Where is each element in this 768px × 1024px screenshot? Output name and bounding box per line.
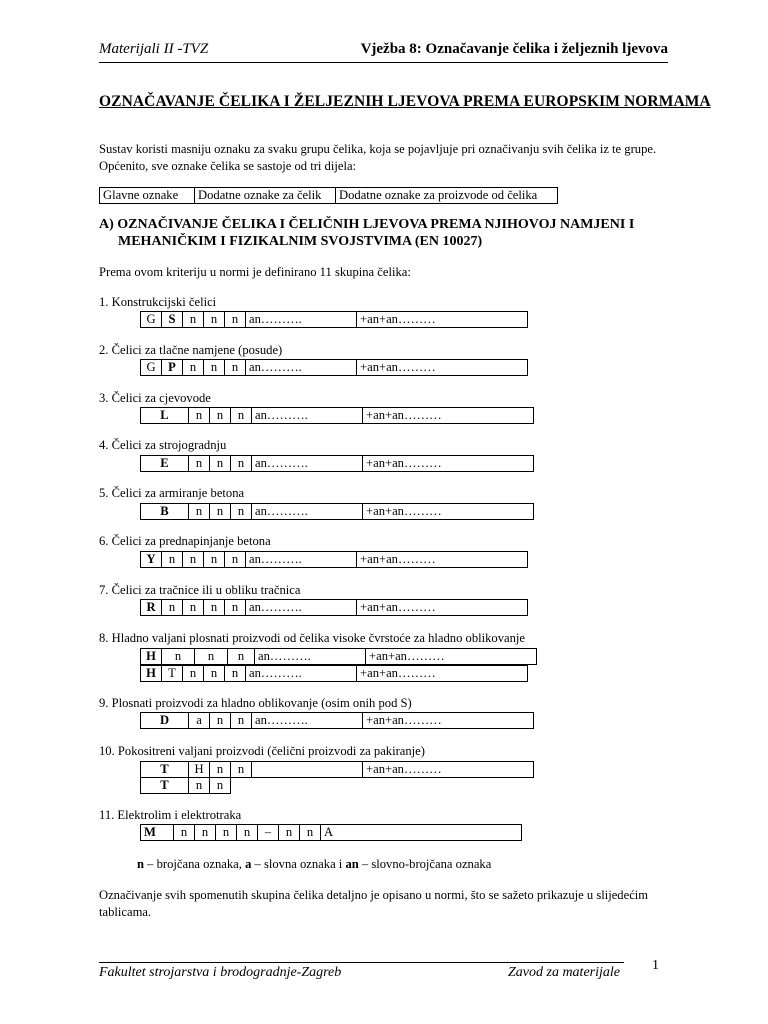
group-code-table bbox=[140, 503, 534, 520]
criterion-text: Prema ovom kriteriju u normi je definirano 11 skupina čelika: bbox=[99, 265, 411, 279]
code-cell: n bbox=[183, 666, 204, 682]
group-label: 10. Pokositreni valjani proizvodi (čelični proizvodi za pakiranje) bbox=[99, 744, 425, 758]
code-cell: – bbox=[258, 825, 279, 841]
code-cell: n bbox=[189, 456, 210, 472]
plus-an-cell: +an+an……… bbox=[366, 649, 537, 665]
group-code-table bbox=[140, 551, 528, 568]
footer-left: Fakultet strojarstva i brodogradnje-Zagreb bbox=[99, 965, 342, 980]
group-label: 6. Čelici za prednapinjanje betona bbox=[99, 534, 271, 548]
designation-parts-table bbox=[99, 187, 558, 204]
code-cell: n bbox=[210, 713, 231, 729]
group-code-table bbox=[140, 712, 534, 729]
part-products: Dodatne oznake za proizvode od čelika bbox=[336, 188, 558, 204]
group-label: 7. Čelici za tračnice ili u obliku tračnica bbox=[99, 583, 301, 597]
code-cell: n bbox=[189, 778, 210, 794]
group-code-table bbox=[140, 777, 231, 794]
code-cell: n bbox=[195, 649, 228, 665]
an-cell: an………. bbox=[255, 649, 366, 665]
an-cell: an………. bbox=[246, 360, 357, 376]
code-letter: H bbox=[141, 666, 162, 682]
code-cell: n bbox=[225, 312, 246, 328]
code-cell: G bbox=[141, 312, 162, 328]
code-letter: P bbox=[162, 360, 183, 376]
plus-an-cell: +an+an……… bbox=[363, 456, 534, 472]
group-label: 2. Čelici za tlačne namjene (posude) bbox=[99, 343, 283, 357]
code-cell: H bbox=[189, 762, 210, 778]
code-cell: A bbox=[321, 825, 522, 841]
code-cell: n bbox=[216, 825, 237, 841]
group-code-table bbox=[140, 407, 534, 424]
closing-paragraph: Označivanje svih spomenutih skupina čelika detaljno je opisano u normi, što se sažeto prikazuje u slijedećim tablicama. bbox=[99, 888, 649, 919]
an-cell: an………. bbox=[246, 552, 357, 568]
code-cell: G bbox=[141, 360, 162, 376]
plus-an-cell: +an+an……… bbox=[357, 600, 528, 616]
section-a-heading bbox=[99, 216, 634, 250]
code-cell: n bbox=[225, 600, 246, 616]
footer-right: Zavod za materijale bbox=[508, 965, 620, 980]
group-code-table bbox=[140, 599, 528, 616]
code-cell: n bbox=[279, 825, 300, 841]
code-letter: R bbox=[141, 600, 162, 616]
header-divider bbox=[99, 62, 668, 63]
code-cell: n bbox=[231, 456, 252, 472]
group-code-table bbox=[140, 455, 534, 472]
an-cell: an………. bbox=[252, 504, 363, 520]
footer-divider bbox=[99, 962, 624, 963]
code-cell: n bbox=[204, 360, 225, 376]
part-steel: Dodatne oznake za čelik bbox=[195, 188, 336, 204]
code-cell: n bbox=[204, 600, 225, 616]
code-cell: n bbox=[225, 666, 246, 682]
code-letter: M bbox=[141, 825, 174, 841]
code-letter: Y bbox=[141, 552, 162, 568]
group-label: 1. Konstrukcijski čelici bbox=[99, 295, 217, 309]
code-cell: n bbox=[210, 408, 231, 424]
code-cell: n bbox=[162, 600, 183, 616]
code-cell: n bbox=[183, 552, 204, 568]
group-label: 5. Čelici za armiranje betona bbox=[99, 486, 245, 500]
legend-n-text: – brojčana oznaka, bbox=[144, 857, 246, 871]
code-cell: n bbox=[210, 762, 231, 778]
code-letter: L bbox=[141, 408, 189, 424]
an-cell: an………. bbox=[246, 312, 357, 328]
plus-an-cell: +an+an……… bbox=[357, 312, 528, 328]
legend-n-key: n bbox=[137, 857, 145, 871]
code-cell: n bbox=[231, 504, 252, 520]
an-cell: an………. bbox=[252, 713, 363, 729]
group-label: 3. Čelici za cjevovode bbox=[99, 391, 211, 405]
legend-an-text: – slovno-brojčana oznaka bbox=[358, 857, 492, 871]
page-number: 1 bbox=[652, 958, 659, 973]
code-letter: T bbox=[141, 762, 189, 778]
code-cell: n bbox=[237, 825, 258, 841]
section-a-line2: MEHANIČKIM I FIZIKALNIM SVOJSTVIMA (EN 10027) bbox=[118, 234, 483, 249]
code-cell: T bbox=[162, 666, 183, 682]
group-code-table bbox=[140, 359, 528, 376]
section-a-line1: A) OZNAČIVANJE ČELIKA I ČELIČNIH LJEVOVA PREMA NJIHOVOJ NAMJENI I bbox=[99, 217, 635, 232]
header-left: Materijali II -TVZ bbox=[99, 41, 209, 57]
group-label: 4. Čelici za strojogradnju bbox=[99, 438, 227, 452]
code-letter: H bbox=[141, 649, 162, 665]
code-cell: n bbox=[204, 552, 225, 568]
intro-paragraph: Sustav koristi masniju oznaku za svaku grupu čelika, koja se pojavljuje pri označivanju svih čelika iz te grupe. Općenito, sve oznake čelika se sastoje od tri dijela: bbox=[99, 142, 657, 173]
code-cell: n bbox=[210, 778, 231, 794]
plus-an-cell: +an+an……… bbox=[357, 552, 528, 568]
group-label: 9. Plosnati proizvodi za hladno oblikovanje (osim onih pod S) bbox=[99, 696, 412, 710]
code-cell: n bbox=[183, 360, 204, 376]
code-cell: n bbox=[210, 504, 231, 520]
group-label: 11. Elektrolim i elektrotraka bbox=[99, 808, 242, 822]
code-cell: n bbox=[231, 408, 252, 424]
code-cell: n bbox=[210, 456, 231, 472]
code-cell: n bbox=[228, 649, 255, 665]
code-cell: n bbox=[183, 312, 204, 328]
code-letter: S bbox=[162, 312, 183, 328]
group-label: 8. Hladno valjani plosnati proizvodi od čelika visoke čvrstoće za hladno oblikovanje bbox=[99, 631, 525, 645]
group-code-table bbox=[140, 824, 522, 841]
an-cell bbox=[252, 762, 363, 778]
legend-a-text: – slovna oznaka i bbox=[251, 857, 346, 871]
code-letter: B bbox=[141, 504, 189, 520]
plus-an-cell: +an+an……… bbox=[363, 762, 534, 778]
an-cell: an………. bbox=[246, 666, 357, 682]
plus-an-cell: +an+an……… bbox=[363, 713, 534, 729]
code-cell: a bbox=[189, 713, 210, 729]
document-title: OZNAČAVANJE ČELIKA I ŽELJEZNIH LJEVOVA PREMA EUROPSKIM NORMAMA bbox=[99, 93, 711, 110]
code-cell: n bbox=[225, 552, 246, 568]
code-cell: n bbox=[189, 504, 210, 520]
group-code-table bbox=[140, 311, 528, 328]
code-cell: n bbox=[162, 649, 195, 665]
an-cell: an………. bbox=[252, 456, 363, 472]
plus-an-cell: +an+an……… bbox=[363, 504, 534, 520]
plus-an-cell: +an+an……… bbox=[363, 408, 534, 424]
code-cell: n bbox=[204, 666, 225, 682]
group-code-table bbox=[140, 761, 534, 778]
an-cell: an………. bbox=[246, 600, 357, 616]
code-letter: E bbox=[141, 456, 189, 472]
code-cell: n bbox=[300, 825, 321, 841]
header-right: Vježba 8: Označavanje čelika i željeznih ljevova bbox=[360, 41, 668, 57]
plus-an-cell: +an+an……… bbox=[357, 360, 528, 376]
part-main: Glavne oznake bbox=[100, 188, 195, 204]
code-cell: n bbox=[189, 408, 210, 424]
legend-an-key: an bbox=[345, 857, 359, 871]
group-code-table bbox=[140, 665, 528, 682]
plus-an-cell: +an+an……… bbox=[357, 666, 528, 682]
code-cell: n bbox=[162, 552, 183, 568]
group-code-table bbox=[140, 648, 537, 665]
code-cell: n bbox=[231, 762, 252, 778]
code-cell: n bbox=[183, 600, 204, 616]
legend bbox=[137, 857, 491, 872]
code-letter: T bbox=[141, 778, 189, 794]
code-cell: n bbox=[174, 825, 195, 841]
code-cell: n bbox=[204, 312, 225, 328]
code-cell: n bbox=[231, 713, 252, 729]
an-cell: an………. bbox=[252, 408, 363, 424]
code-letter: D bbox=[141, 713, 189, 729]
code-cell: n bbox=[225, 360, 246, 376]
code-cell: n bbox=[195, 825, 216, 841]
legend-a-key: a bbox=[245, 857, 252, 871]
